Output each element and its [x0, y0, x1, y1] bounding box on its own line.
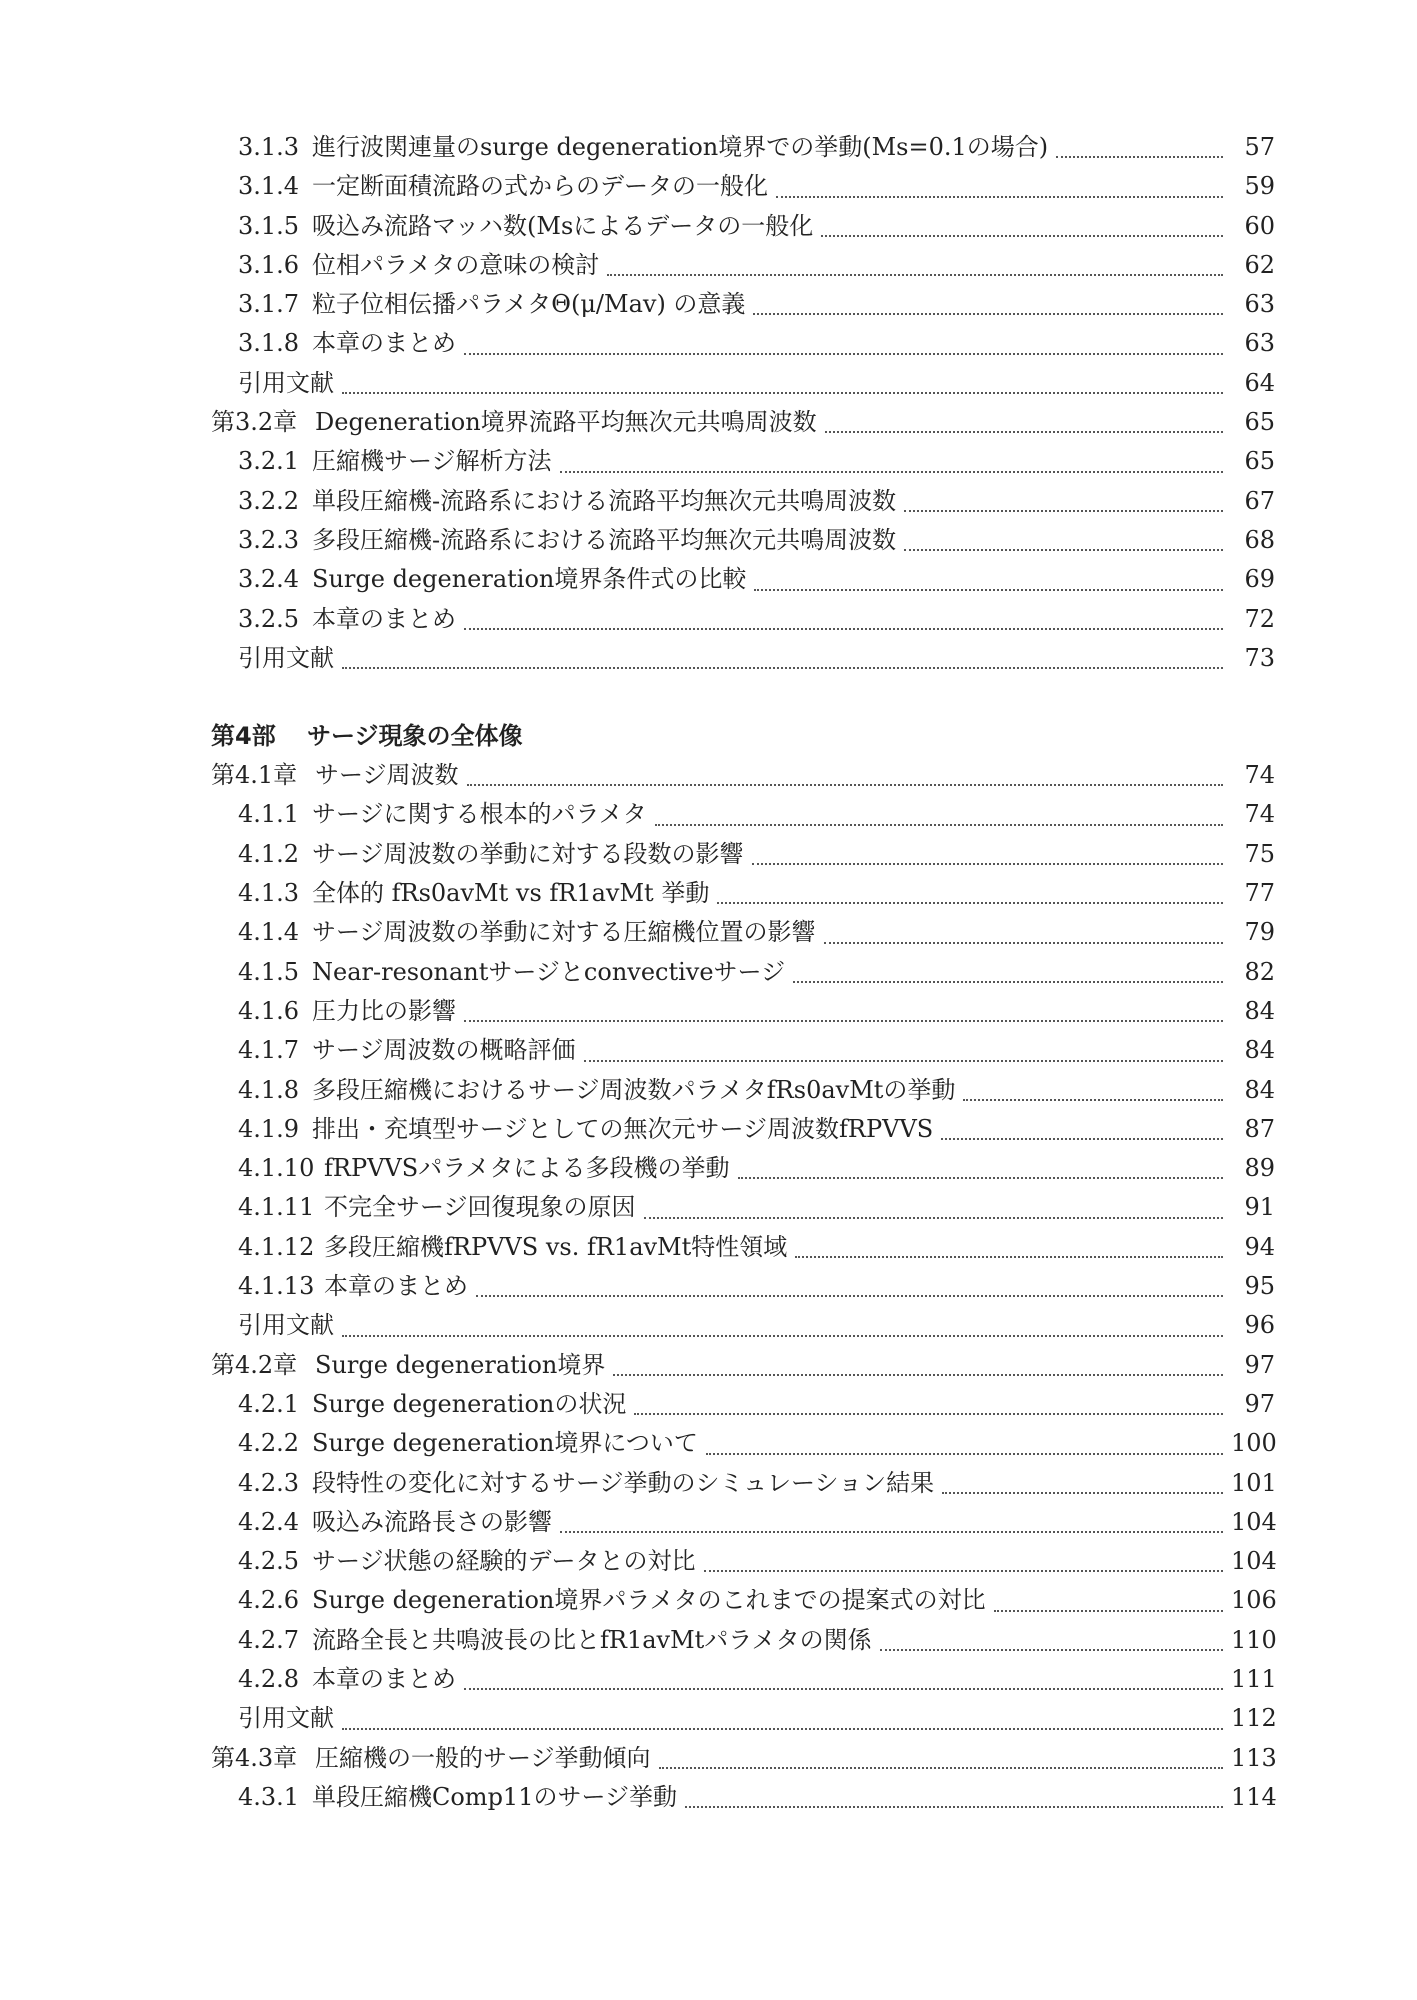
entry-number: 第4.1章 [211, 761, 298, 790]
entry-page-number: 89 [1231, 1149, 1275, 1188]
entry-number: 4.1.12 [238, 1232, 315, 1261]
entry-title: 本章のまとめ [324, 1272, 468, 1301]
entry-number: 4.2.6 [238, 1586, 300, 1615]
entry-number: 3.1.5 [238, 211, 300, 240]
entry-title: Surge degeneration境界パラメタのこれまでの提案式の対比 [312, 1586, 986, 1615]
entry-number: 4.2.8 [238, 1664, 300, 1693]
entry-page-number: 59 [1231, 167, 1275, 206]
entry-page-number: 79 [1231, 913, 1275, 952]
entry-label [238, 1188, 644, 1227]
entry-title: 圧力比の影響 [312, 996, 456, 1025]
entry-page-number: 97 [1231, 1385, 1275, 1424]
entry-page-number: 73 [1231, 639, 1275, 678]
part-title: サージ現象の全体像 [307, 722, 523, 751]
entry-page-number: 87 [1231, 1110, 1275, 1149]
dot-leader [1056, 117, 1223, 158]
entry-label [238, 1385, 634, 1424]
entry-number: 3.1.4 [238, 172, 300, 201]
entry-page-number: 96 [1231, 1306, 1275, 1345]
entry-page-number: 110 [1231, 1621, 1275, 1660]
dot-leader [754, 549, 1223, 590]
entry-page-number: 60 [1231, 207, 1275, 246]
entry-title: 粒子位相伝播パラメタΘ(μ/Mav) の意義 [312, 290, 746, 319]
dot-leader [904, 510, 1223, 551]
entry-page-number: 95 [1231, 1267, 1275, 1306]
entry-number: 第4.3章 [211, 1743, 298, 1772]
dot-leader [752, 824, 1223, 865]
entry-number: 3.1.7 [238, 290, 300, 319]
entry-title: サージ周波数の挙動に対する段数の影響 [312, 839, 744, 868]
dot-leader [342, 353, 1223, 394]
dot-leader [464, 981, 1223, 1022]
entry-page-number: 104 [1231, 1503, 1275, 1542]
entry-number: 第4.2章 [211, 1350, 298, 1379]
entry-title: サージ周波数の概略評価 [312, 1036, 576, 1065]
entry-label [238, 795, 655, 834]
entry-number: 4.2.3 [238, 1468, 300, 1497]
entry-page-number: 67 [1231, 482, 1275, 521]
entry-page-number: 64 [1231, 364, 1275, 403]
entry-number: 4.1.9 [238, 1114, 300, 1143]
entry-page-number: 62 [1231, 246, 1275, 285]
entry-title: Surge degeneration境界条件式の比較 [312, 565, 747, 594]
entry-page-number: 91 [1231, 1188, 1275, 1227]
entry-page-number: 72 [1231, 600, 1275, 639]
entry-page-number: 74 [1231, 795, 1275, 834]
entry-title: Surge degenerationの状況 [312, 1389, 627, 1418]
entry-page-number: 75 [1231, 835, 1275, 874]
entry-title: fRPVVSパラメタによる多段機の挙動 [324, 1154, 730, 1183]
entry-page-number: 106 [1231, 1581, 1275, 1620]
dot-leader [655, 784, 1223, 825]
part-number: 第4部 [211, 722, 276, 751]
dot-leader [584, 1020, 1223, 1061]
entry-title: 流路全長と共鳴波長の比とfR1avMtパラメタの関係 [312, 1625, 872, 1654]
entry-number: 4.1.8 [238, 1075, 300, 1104]
entry-page-number: 57 [1231, 128, 1275, 167]
entry-title: 単段圧縮機-流路系における流路平均無次元共鳴周波数 [312, 486, 897, 515]
entry-page-number: 68 [1231, 521, 1275, 560]
entry-number: 4.2.5 [238, 1547, 300, 1576]
entry-label [238, 1778, 685, 1817]
entry-title: 引用文献 [238, 368, 334, 397]
entry-number: 第3.2章 [211, 408, 298, 437]
entry-label [238, 835, 752, 874]
entry-number: 4.2.7 [238, 1625, 300, 1654]
dot-leader [342, 1295, 1223, 1336]
entry-page-number: 82 [1231, 953, 1275, 992]
dot-leader [793, 942, 1223, 983]
entry-title: 圧縮機サージ解析方法 [312, 447, 552, 476]
entry-title: 本章のまとめ [312, 604, 456, 633]
dot-leader [717, 863, 1223, 904]
entry-title: 排出・充填型サージとしての無次元サージ周波数fRPVVS [312, 1114, 934, 1143]
entry-title: 多段圧縮機-流路系における流路平均無次元共鳴周波数 [312, 525, 897, 554]
dot-leader [825, 392, 1223, 433]
entry-page-number: 74 [1231, 756, 1275, 795]
entry-label [238, 1071, 963, 1110]
entry-title: Surge degeneration境界 [315, 1350, 606, 1379]
entry-label [238, 167, 776, 206]
dot-leader [560, 431, 1223, 472]
entry-title: 一定断面積流路の式からのデータの一般化 [312, 172, 768, 201]
entry-title: Degeneration境界流路平均無次元共鳴周波数 [315, 408, 817, 437]
entry-title: Near-resonantサージとconvectiveサージ [312, 957, 786, 986]
entry-label [238, 992, 464, 1031]
dot-leader [634, 1374, 1223, 1415]
entry-label [238, 1503, 560, 1542]
dot-leader [704, 1531, 1223, 1572]
entry-number: 3.2.5 [238, 604, 300, 633]
entry-title: 多段圧縮機におけるサージ周波数パラメタfRs0avMtの挙動 [312, 1075, 956, 1104]
entry-number: 3.1.3 [238, 133, 300, 161]
entry-number: 3.1.6 [238, 250, 300, 279]
entry-title: 多段圧縮機fRPVVS vs. fR1avMt特性領域 [324, 1232, 788, 1261]
entry-page-number: 101 [1231, 1464, 1275, 1503]
entry-title: 圧縮機の一般的サージ挙動傾向 [315, 1743, 651, 1772]
entry-title: 引用文献 [238, 1704, 334, 1733]
entry-number: 3.2.2 [238, 486, 300, 515]
entry-number: 4.1.11 [238, 1193, 315, 1222]
dot-leader [644, 1177, 1223, 1218]
table-of-contents [211, 128, 1275, 1817]
entry-page-number: 65 [1231, 403, 1275, 442]
dot-leader [904, 471, 1223, 512]
dot-leader [738, 1138, 1223, 1179]
entry-number: 4.1.6 [238, 996, 300, 1025]
entry-title: 吸込み流路マッハ数(Msによるデータの一般化 [312, 211, 814, 240]
entry-number: 3.2.3 [238, 525, 300, 554]
dot-leader [753, 274, 1223, 315]
dot-leader [476, 1256, 1223, 1297]
dot-leader [941, 1099, 1223, 1140]
entry-page-number: 69 [1231, 560, 1275, 599]
dot-leader [776, 156, 1223, 197]
entry-page-number: 114 [1231, 1778, 1275, 1817]
entry-title: 吸込み流路長さの影響 [312, 1507, 552, 1536]
entry-number: 4.2.1 [238, 1389, 300, 1418]
entry-label [238, 639, 342, 678]
entry-number: 4.1.5 [238, 957, 300, 986]
entry-number: 3.2.4 [238, 565, 300, 594]
entry-number: 3.2.1 [238, 447, 300, 476]
entry-label [238, 364, 342, 403]
dot-leader [821, 196, 1223, 237]
entry-label [238, 913, 824, 952]
entry-number: 4.2.2 [238, 1429, 300, 1458]
entry-title: 不完全サージ回復現象の原因 [324, 1193, 636, 1222]
dot-leader [464, 589, 1223, 630]
entry-label [238, 1306, 342, 1345]
entry-label [211, 1346, 613, 1385]
entry-label [238, 1424, 706, 1463]
dot-leader [685, 1767, 1223, 1808]
dot-leader [560, 1492, 1223, 1533]
entry-number: 3.1.8 [238, 329, 300, 358]
entry-page-number: 113 [1231, 1739, 1275, 1778]
entry-number: 4.1.4 [238, 918, 300, 947]
dot-leader [880, 1610, 1223, 1651]
dot-leader [613, 1335, 1223, 1376]
dot-leader [994, 1570, 1223, 1611]
entry-label [238, 1699, 342, 1738]
toc-references-entry[interactable] [211, 639, 1275, 678]
entry-title: 引用文献 [238, 643, 334, 672]
entry-page-number: 94 [1231, 1228, 1275, 1267]
dot-leader [824, 902, 1223, 943]
entry-page-number: 111 [1231, 1660, 1275, 1699]
entry-title: 全体的 fRs0avMt vs fR1avMt 挙動 [312, 879, 710, 908]
entry-label [211, 1739, 659, 1778]
toc-section-entry[interactable] [211, 1778, 1275, 1817]
entry-number: 4.1.3 [238, 879, 300, 908]
entry-title: Surge degeneration境界について [312, 1429, 698, 1458]
dot-leader [467, 745, 1223, 786]
entry-number: 4.1.13 [238, 1272, 315, 1301]
entry-page-number: 63 [1231, 324, 1275, 363]
entry-label [211, 756, 467, 795]
entry-page-number: 104 [1231, 1542, 1275, 1581]
entry-label [238, 1542, 704, 1581]
entry-title: サージ周波数 [315, 761, 459, 790]
dot-leader [342, 628, 1223, 669]
entry-title: 本章のまとめ [312, 329, 456, 358]
entry-page-number: 63 [1231, 285, 1275, 324]
entry-title: サージ周波数の挙動に対する圧縮機位置の影響 [312, 918, 816, 947]
dot-leader [963, 1060, 1223, 1101]
entry-label [238, 442, 560, 481]
entry-label [238, 874, 717, 913]
entry-number: 4.1.2 [238, 839, 300, 868]
entry-number: 4.2.4 [238, 1507, 300, 1536]
entry-page-number: 84 [1231, 992, 1275, 1031]
entry-title: 位相パラメタの意味の検討 [312, 250, 600, 279]
dot-leader [942, 1453, 1223, 1494]
dot-leader [795, 1217, 1223, 1258]
entry-title: 単段圧縮機Comp11のサージ挙動 [312, 1782, 677, 1811]
entry-label [238, 482, 904, 521]
entry-label [238, 1031, 584, 1070]
dot-leader [706, 1413, 1223, 1454]
dot-leader [464, 1649, 1223, 1690]
entry-page-number: 84 [1231, 1071, 1275, 1110]
entry-number: 4.1.1 [238, 800, 300, 829]
entry-page-number: 112 [1231, 1699, 1275, 1738]
entry-title: 引用文献 [238, 1311, 334, 1340]
entry-page-number: 77 [1231, 874, 1275, 913]
dot-leader [607, 235, 1223, 276]
entry-page-number: 84 [1231, 1031, 1275, 1070]
entry-page-number: 65 [1231, 442, 1275, 481]
entry-label [238, 246, 607, 285]
entry-title: 本章のまとめ [312, 1664, 456, 1693]
entry-page-number: 100 [1231, 1424, 1275, 1463]
entry-number: 4.3.1 [238, 1782, 300, 1811]
entry-page-number: 97 [1231, 1346, 1275, 1385]
entry-number: 4.1.10 [238, 1154, 315, 1183]
entry-title: 進行波関連量のsurge degeneration境界での挙動(Ms=0.1の場合) [312, 133, 1049, 161]
dot-leader [659, 1728, 1223, 1769]
dot-leader [464, 313, 1223, 354]
dot-leader [342, 1688, 1223, 1729]
entry-title: サージに関する根本的パラメタ [312, 800, 647, 829]
entry-number: 4.1.7 [238, 1036, 300, 1065]
entry-title: サージ状態の経験的データとの対比 [312, 1547, 696, 1576]
entry-title: 段特性の変化に対するサージ挙動のシミュレーション結果 [312, 1468, 935, 1497]
